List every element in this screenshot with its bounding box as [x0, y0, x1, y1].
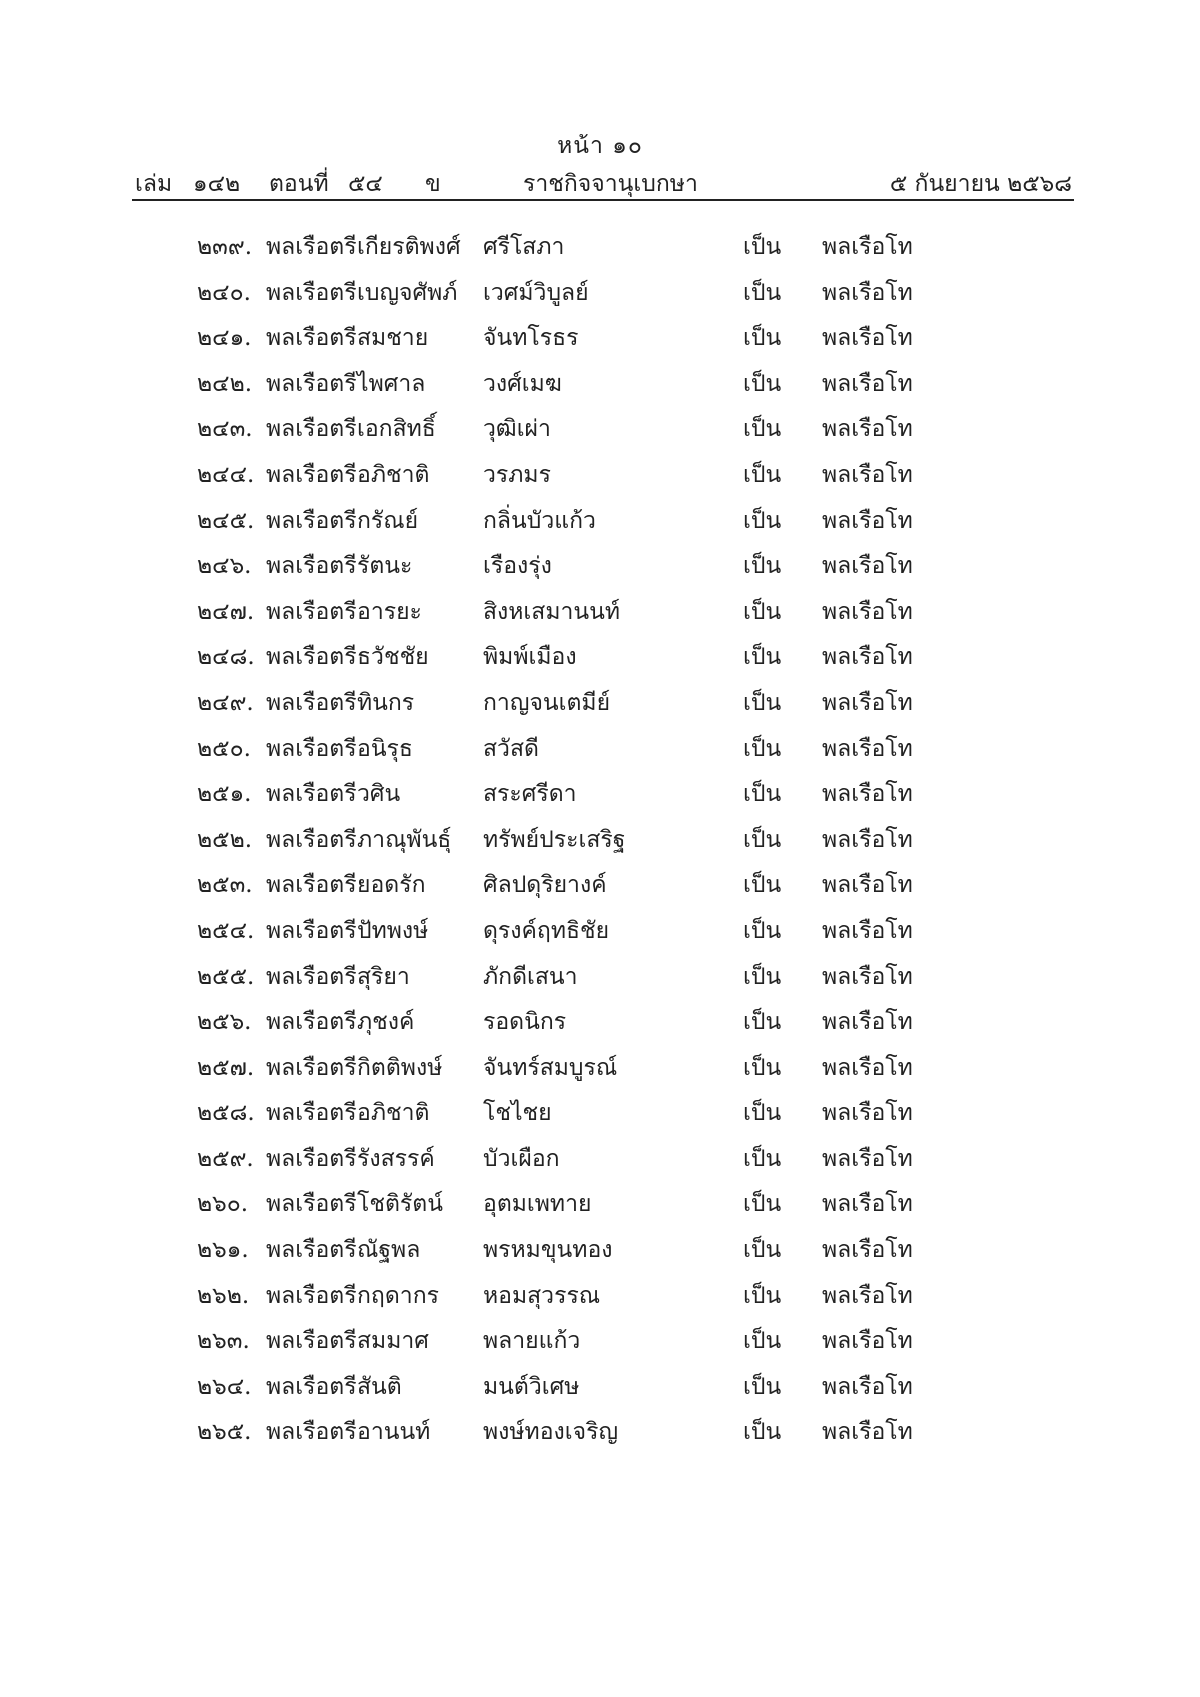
first-name: ณัฐพล: [357, 1237, 421, 1264]
entry-number: ๒๕๕.: [197, 963, 255, 990]
first-name: สันติ: [357, 1373, 402, 1400]
promotion-word: เป็น: [743, 598, 782, 625]
entry-number: ๒๔๐.: [197, 279, 251, 306]
promotion-word: เป็น: [743, 1237, 782, 1264]
new-rank: พลเรือโท: [822, 416, 913, 443]
header-divider: [132, 199, 1074, 201]
current-rank: พลเรือตรี: [266, 644, 357, 671]
new-rank: พลเรือโท: [822, 1054, 913, 1081]
new-rank: พลเรือโท: [822, 963, 913, 990]
list-item: [0, 229, 1200, 275]
last-name: พิมพ์เมือง: [483, 644, 577, 671]
current-rank: พลเรือตรี: [266, 689, 357, 716]
promotion-word: เป็น: [743, 872, 782, 899]
last-name: สวัสดี: [483, 735, 539, 762]
list-item: [0, 639, 1200, 685]
promotion-word: เป็น: [743, 1373, 782, 1400]
last-name: กาญจนเตมีย์: [483, 689, 611, 716]
last-name: พลายแก้ว: [483, 1328, 581, 1355]
entry-number: ๒๔๙.: [197, 689, 254, 716]
list-item: [0, 320, 1200, 366]
first-name: ธวัชชัย: [357, 644, 429, 671]
last-name: สระศรีดา: [483, 781, 577, 808]
current-rank: พลเรือตรี: [266, 1237, 357, 1264]
new-rank: พลเรือโท: [822, 735, 913, 762]
new-rank: พลเรือโท: [822, 598, 913, 625]
new-rank: พลเรือโท: [822, 1282, 913, 1309]
last-name: ศรีโสภา: [483, 234, 565, 260]
current-rank: พลเรือตรี: [266, 963, 357, 990]
promotion-word: เป็น: [743, 234, 782, 260]
first-name: สุริยา: [357, 963, 410, 990]
current-rank: พลเรือตรี: [266, 279, 357, 306]
current-rank: พลเรือตรี: [266, 416, 357, 443]
last-name: รอดนิกร: [483, 1009, 567, 1036]
list-item: [0, 959, 1200, 1005]
new-rank: พลเรือโท: [822, 644, 913, 671]
promotion-word: เป็น: [743, 1191, 782, 1218]
current-rank: พลเรือตรี: [266, 1328, 357, 1355]
new-rank: พลเรือโท: [822, 553, 913, 580]
last-name: บัวเผือก: [483, 1145, 560, 1172]
first-name: โชติรัตน์: [357, 1191, 443, 1218]
entry-number: ๒๖๕.: [197, 1419, 252, 1446]
current-rank: พลเรือตรี: [266, 1145, 357, 1172]
list-item: [0, 411, 1200, 457]
list-item: [0, 913, 1200, 959]
last-name: ภักดีเสนา: [483, 963, 578, 990]
first-name: สมชาย: [357, 325, 429, 352]
first-name: ภาณุพันธุ์: [357, 826, 452, 853]
promotion-word: เป็น: [743, 279, 782, 306]
entry-number: ๒๖๓.: [197, 1328, 250, 1355]
new-rank: พลเรือโท: [822, 1419, 913, 1446]
list-item: [0, 594, 1200, 640]
new-rank: พลเรือโท: [822, 325, 913, 352]
new-rank: พลเรือโท: [822, 872, 913, 899]
promotion-word: เป็น: [743, 1054, 782, 1081]
entry-number: ๒๓๙.: [197, 234, 253, 260]
first-name: เกียรติพงศ์: [357, 234, 461, 260]
first-name: อานนท์: [357, 1419, 431, 1446]
promotion-word: เป็น: [743, 689, 782, 716]
last-name: โชไชย: [483, 1100, 552, 1127]
entry-number: ๒๔๒.: [197, 370, 253, 397]
first-name: กิตติพงษ์: [357, 1054, 443, 1081]
last-name: พรหมขุนทอง: [483, 1237, 613, 1264]
first-name: เอกสิทธิ์: [357, 416, 436, 443]
issue-label: ตอนที่: [269, 171, 329, 197]
promotion-word: เป็น: [743, 1328, 782, 1355]
entry-number: ๒๔๖.: [197, 553, 252, 580]
new-rank: พลเรือโท: [822, 1328, 913, 1355]
promotion-word: เป็น: [743, 416, 782, 443]
issue-number: ๕๔: [348, 171, 383, 197]
last-name: อุตมเพทาย: [483, 1191, 592, 1218]
promotion-word: เป็น: [743, 735, 782, 762]
promotion-word: เป็น: [743, 325, 782, 352]
entry-number: ๒๕๖.: [197, 1009, 252, 1036]
first-name: ยอดรัก: [357, 872, 426, 899]
entry-number: ๒๕๓.: [197, 872, 253, 899]
last-name: มนต์วิเศษ: [483, 1373, 580, 1400]
entry-number: ๒๕๙.: [197, 1145, 254, 1172]
section-letter: ข: [425, 171, 441, 197]
new-rank: พลเรือโท: [822, 1191, 913, 1218]
list-item: [0, 1414, 1200, 1460]
list-item: [0, 275, 1200, 321]
promotion-word: เป็น: [743, 1009, 782, 1036]
list-item: [0, 1369, 1200, 1415]
volume-label: เล่ม: [135, 171, 173, 197]
last-name: วงศ์เมฆ: [483, 370, 562, 397]
new-rank: พลเรือโท: [822, 1237, 913, 1264]
promotion-word: เป็น: [743, 826, 782, 853]
current-rank: พลเรือตรี: [266, 1100, 357, 1127]
new-rank: พลเรือโท: [822, 279, 913, 306]
gazette-header: [135, 166, 1072, 198]
promotion-word: เป็น: [743, 370, 782, 397]
promotion-word: เป็น: [743, 1145, 782, 1172]
list-item: [0, 548, 1200, 594]
new-rank: พลเรือโท: [822, 689, 913, 716]
promotion-list: [0, 229, 1200, 1460]
current-rank: พลเรือตรี: [266, 234, 357, 260]
new-rank: พลเรือโท: [822, 917, 913, 944]
last-name: พงษ์ทองเจริญ: [483, 1419, 619, 1446]
promotion-word: เป็น: [743, 644, 782, 671]
last-name: กลิ่นบัวแก้ว: [483, 507, 596, 534]
current-rank: พลเรือตรี: [266, 917, 357, 944]
last-name: สิงหเสมานนท์: [483, 598, 621, 625]
entry-number: ๒๔๔.: [197, 461, 255, 488]
list-item: [0, 1141, 1200, 1187]
entry-number: ๒๔๓.: [197, 416, 253, 443]
current-rank: พลเรือตรี: [266, 461, 357, 488]
last-name: ทรัพย์ประเสริฐ: [483, 826, 626, 853]
current-rank: พลเรือตรี: [266, 1054, 357, 1081]
entry-number: ๒๔๑.: [197, 325, 252, 352]
new-rank: พลเรือโท: [822, 1373, 913, 1400]
list-item: [0, 685, 1200, 731]
promotion-word: เป็น: [743, 781, 782, 808]
current-rank: พลเรือตรี: [266, 507, 357, 534]
current-rank: พลเรือตรี: [266, 325, 357, 352]
first-name: ทินกร: [357, 689, 415, 716]
promotion-word: เป็น: [743, 1282, 782, 1309]
current-rank: พลเรือตรี: [266, 826, 357, 853]
journal-title: ราชกิจจานุเบกษา: [523, 171, 698, 197]
current-rank: พลเรือตรี: [266, 872, 357, 899]
current-rank: พลเรือตรี: [266, 1373, 357, 1400]
last-name: จันทร์สมบูรณ์: [483, 1054, 618, 1081]
first-name: อารยะ: [357, 598, 422, 625]
last-name: เวศม์วิบูลย์: [483, 279, 589, 306]
current-rank: พลเรือตรี: [266, 553, 357, 580]
list-item: [0, 1186, 1200, 1232]
entry-number: ๒๕๘.: [197, 1100, 255, 1127]
promotion-word: เป็น: [743, 1100, 782, 1127]
current-rank: พลเรือตรี: [266, 781, 357, 808]
first-name: เบญจศัพภ์: [357, 279, 458, 306]
last-name: วุฒิเผ่า: [483, 416, 551, 443]
new-rank: พลเรือโท: [822, 781, 913, 808]
first-name: รัตนะ: [357, 553, 413, 580]
first-name: ปัทพงษ์: [357, 917, 429, 944]
entry-number: ๒๔๗.: [197, 598, 255, 625]
promotion-word: เป็น: [743, 1419, 782, 1446]
new-rank: พลเรือโท: [822, 826, 913, 853]
entry-number: ๒๕๒.: [197, 826, 253, 853]
list-item: [0, 1278, 1200, 1324]
new-rank: พลเรือโท: [822, 1009, 913, 1036]
first-name: สมมาศ: [357, 1328, 429, 1355]
volume-number: ๑๔๒: [193, 171, 241, 197]
entry-number: ๒๖๐.: [197, 1191, 249, 1218]
first-name: อนิรุธ: [357, 735, 413, 762]
new-rank: พลเรือโท: [822, 370, 913, 397]
list-item: [0, 366, 1200, 412]
list-item: [0, 503, 1200, 549]
entry-number: ๒๔๕.: [197, 507, 255, 534]
new-rank: พลเรือโท: [822, 507, 913, 534]
entry-number: ๒๖๔.: [197, 1373, 252, 1400]
list-item: [0, 822, 1200, 868]
new-rank: พลเรือโท: [822, 234, 913, 260]
current-rank: พลเรือตรี: [266, 1419, 357, 1446]
entry-number: ๒๕๑.: [197, 781, 252, 808]
list-item: [0, 1050, 1200, 1096]
first-name: กรัณย์: [357, 507, 419, 534]
current-rank: พลเรือตรี: [266, 1282, 357, 1309]
last-name: หอมสุวรรณ: [483, 1282, 601, 1309]
list-item: [0, 867, 1200, 913]
first-name: อภิชาติ: [357, 1100, 430, 1127]
new-rank: พลเรือโท: [822, 1100, 913, 1127]
publication-date: ๕ กันยายน ๒๕๖๘: [889, 171, 1072, 197]
current-rank: พลเรือตรี: [266, 598, 357, 625]
first-name: ไพศาล: [357, 370, 426, 397]
list-item: [0, 1323, 1200, 1369]
entry-number: ๒๕๐.: [197, 735, 251, 762]
list-item: [0, 1004, 1200, 1050]
entry-number: ๒๔๘.: [197, 644, 255, 671]
promotion-word: เป็น: [743, 507, 782, 534]
first-name: ภุชงค์: [357, 1009, 415, 1036]
last-name: จันทโรธร: [483, 325, 579, 352]
promotion-word: เป็น: [743, 917, 782, 944]
last-name: เรืองรุ่ง: [483, 553, 552, 580]
list-item: [0, 776, 1200, 822]
last-name: ศิลปดุริยางค์: [483, 872, 607, 899]
page-number: หน้า ๑๐: [557, 133, 643, 159]
current-rank: พลเรือตรี: [266, 1191, 357, 1218]
last-name: ดุรงค์ฤทธิชัย: [483, 917, 610, 944]
current-rank: พลเรือตรี: [266, 735, 357, 762]
current-rank: พลเรือตรี: [266, 1009, 357, 1036]
first-name: วศิน: [357, 781, 401, 808]
promotion-word: เป็น: [743, 963, 782, 990]
first-name: อภิชาติ: [357, 461, 430, 488]
promotion-word: เป็น: [743, 553, 782, 580]
list-item: [0, 1232, 1200, 1278]
new-rank: พลเรือโท: [822, 461, 913, 488]
first-name: รังสรรค์: [357, 1145, 435, 1172]
current-rank: พลเรือตรี: [266, 370, 357, 397]
entry-number: ๒๕๔.: [197, 917, 255, 944]
list-item: [0, 1095, 1200, 1141]
last-name: วรภมร: [483, 461, 551, 488]
list-item: [0, 731, 1200, 777]
promotion-word: เป็น: [743, 461, 782, 488]
first-name: กฤดากร: [357, 1282, 439, 1309]
entry-number: ๒๕๗.: [197, 1054, 255, 1081]
entry-number: ๒๖๒.: [197, 1282, 250, 1309]
new-rank: พลเรือโท: [822, 1145, 913, 1172]
entry-number: ๒๖๑.: [197, 1237, 249, 1264]
list-item: [0, 457, 1200, 503]
